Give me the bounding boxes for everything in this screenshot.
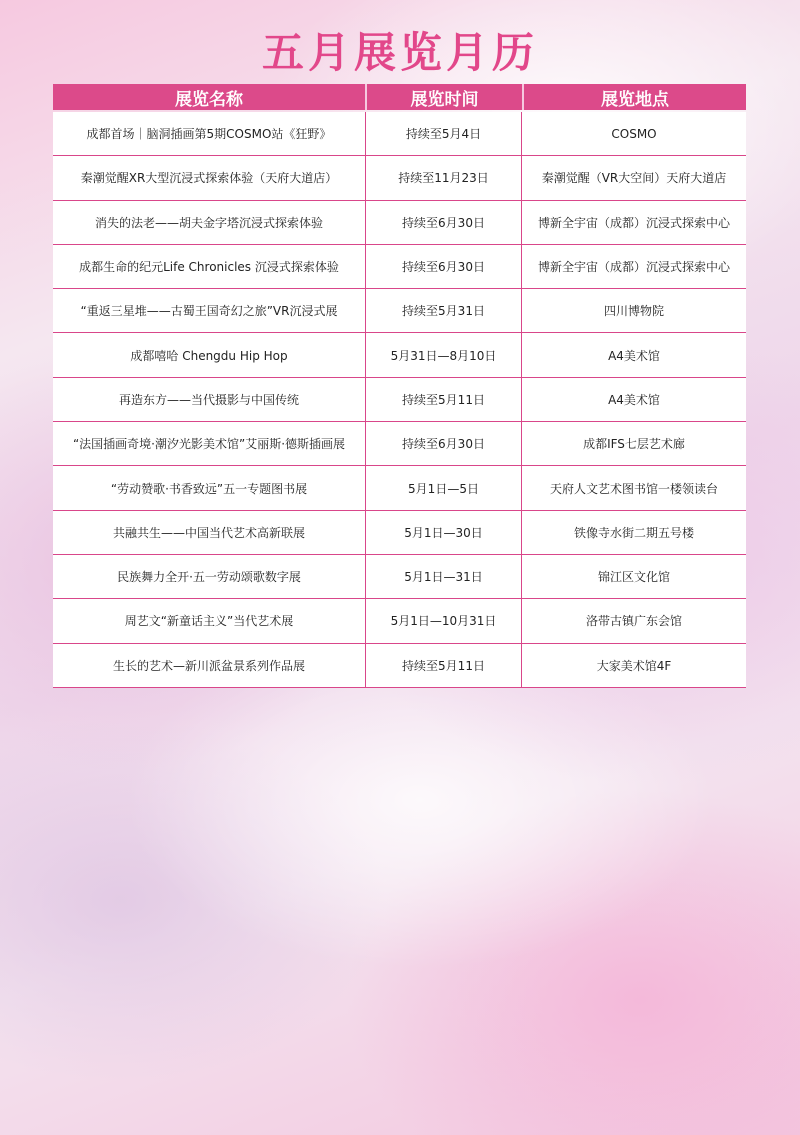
exhibition-name: 周艺文“新童话主义”当代艺术展 xyxy=(124,614,294,629)
exhibition-name: 生长的艺术—新川派盆景系列作品展 xyxy=(112,658,305,673)
exhibition-time: 5月1日—5日 xyxy=(365,466,522,509)
table-row xyxy=(53,511,746,555)
exhibition-place: 成都IFS七层艺术廊 xyxy=(583,437,685,452)
table-row xyxy=(53,201,746,245)
table-row xyxy=(53,333,746,377)
exhibition-place: 锦江区文化馆 xyxy=(597,570,670,585)
exhibition-name: 民族舞力全开·五一劳动颂歌数字展 xyxy=(117,570,301,585)
exhibition-place: 博新全宇宙（成都）沉浸式探索中心 xyxy=(537,215,730,230)
exhibition-place: A4美术馆 xyxy=(608,392,660,407)
header-time: 展览时间 xyxy=(365,84,522,110)
exhibition-name: 再造东方——当代摄影与中国传统 xyxy=(118,392,299,407)
exhibition-time: 持续至6月30日 xyxy=(365,422,522,465)
table-row xyxy=(53,245,746,289)
exhibition-time: 5月1日—31日 xyxy=(365,555,522,598)
exhibition-time: 持续至5月11日 xyxy=(365,644,522,687)
exhibition-place: 洛带古镇广东会馆 xyxy=(585,614,682,629)
exhibition-name: “劳动赞歌·书香致远”五一专题图书展 xyxy=(110,481,308,496)
exhibition-name: 成都生命的纪元Life Chronicles 沉浸式探索体验 xyxy=(79,260,339,275)
table-row xyxy=(53,555,746,599)
exhibition-time: 持续至11月23日 xyxy=(365,156,522,199)
table-row xyxy=(53,599,746,643)
exhibition-time: 持续至5月4日 xyxy=(365,112,522,155)
exhibition-time: 5月1日—30日 xyxy=(365,511,522,554)
table-header xyxy=(53,84,746,110)
exhibition-name: 成都首场｜脑洞插画第5期COSMO站《狂野》 xyxy=(86,127,332,142)
exhibition-time: 5月31日—8月10日 xyxy=(365,333,522,376)
exhibition-place: COSMO xyxy=(611,126,657,141)
exhibition-name: 成都嘻哈 Chengdu Hip Hop xyxy=(130,348,288,363)
exhibition-place: 天府人文艺术图书馆一楼领读台 xyxy=(549,481,718,496)
exhibition-time: 持续至6月30日 xyxy=(365,201,522,244)
table-row xyxy=(53,156,746,200)
exhibition-name: 共融共生——中国当代艺术高新联展 xyxy=(112,525,305,540)
exhibition-name: 秦潮觉醒XR大型沉浸式探索体验（天府大道店） xyxy=(80,171,338,186)
table-row xyxy=(53,422,746,466)
exhibition-place: A4美术馆 xyxy=(608,348,660,363)
table-body xyxy=(53,112,746,688)
table-row xyxy=(53,378,746,422)
exhibition-name: “重返三星堆——古蜀王国奇幻之旅”VR沉浸式展 xyxy=(80,304,338,319)
exhibition-place: 博新全宇宙（成都）沉浸式探索中心 xyxy=(537,260,730,275)
table-row xyxy=(53,289,746,333)
exhibition-name: 消失的法老——胡夫金字塔沉浸式探索体验 xyxy=(94,215,323,230)
exhibition-time: 持续至5月11日 xyxy=(365,378,522,421)
exhibition-place: 四川博物院 xyxy=(603,304,664,319)
table-row xyxy=(53,466,746,510)
exhibition-time: 持续至5月31日 xyxy=(365,289,522,332)
table-row xyxy=(53,644,746,688)
exhibition-place: 大家美术馆4F xyxy=(596,658,672,673)
exhibition-time: 持续至6月30日 xyxy=(365,245,522,288)
header-place: 展览地点 xyxy=(522,84,746,110)
exhibition-table xyxy=(53,84,746,688)
exhibition-place: 秦潮觉醒（VR大空间）天府大道店 xyxy=(541,171,727,186)
table-row xyxy=(53,112,746,156)
page-title: 五月展览月历 xyxy=(261,28,538,77)
exhibition-time: 5月1日—10月31日 xyxy=(365,599,522,642)
exhibition-name: “法国插画奇境·潮汐光影美术馆”艾丽斯·德斯插画展 xyxy=(72,437,346,452)
exhibition-place: 铁像寺水街二期五号楼 xyxy=(573,525,694,540)
header-name: 展览名称 xyxy=(53,84,365,110)
